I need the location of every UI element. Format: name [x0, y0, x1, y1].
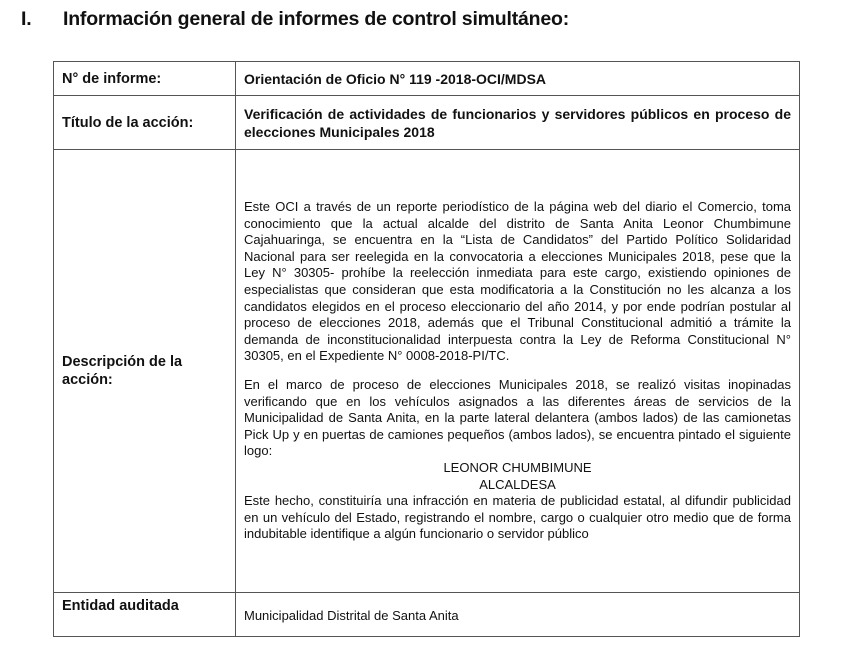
report-number-value: Orientación de Oficio N° 119 -2018-OCI/MDSA [236, 62, 800, 96]
description-paragraph-3: Este hecho, constituiría una infracción en materia de publicidad estatal, al difundir publicidad en un vehículo del Estado, registrando el nombre, cargo o cualquier otro medio que de forma indubitable identifique a algún funcionario o servidor público [244, 493, 791, 542]
audited-entity-value: Municipalidad Distrital de Santa Anita [236, 593, 800, 637]
report-info-table [53, 61, 800, 637]
action-title-value: Verificación de actividades de funcionarios y servidores públicos en proceso de elecciones Municipales 2018 [236, 96, 800, 150]
description-paragraph-2: En el marco de proceso de elecciones Municipales 2018, se realizó visitas inopinadas verificando que en los vehículos asignados a las diferentes áreas de servicios de la Municipalidad de Santa Anita, en la parte lateral delantera (ambos lados) de las camionetas Pick Up y en puertas de camiones pequeños (ambos lados), se encuentra pintado el siguiente logo: [244, 377, 791, 459]
table-row-report-number [54, 62, 800, 96]
description-paragraph-1: Este OCI a través de un reporte periodístico de la página web del diario el Comercio, toma conocimiento que la actual alcalde del distrito de Santa Anita Leonor Chumbimune Cajahuaringa, se encuentra en la “Lista de Candidatos” del Partido Político Solidaridad Nacional para ser reelegida en la convocatoria a elecciones Municipales 2018, pese que la Ley N° 30305- prohíbe la reelección inmediata para este cargo, existiendo opiniones de especialistas que consideran que esta modificatoria a la Constitución no les alcanza a los candidatos elegidos en el proceso eleccionario del año 2014, y por ende podrían postular al proceso de elecciones 2018, además que el Tribunal Constitucional admitió a trámite la demanda de inconstitucionalidad interpuesta contra la Ley de Reforma Constitucional N° 30305, en el Expediente N° 0008-2018-PI/TC. [244, 199, 791, 364]
table-row-description [54, 150, 800, 593]
section-heading [21, 8, 569, 31]
action-title-label: Título de la acción: [54, 96, 236, 150]
logo-text-line-1: LEONOR CHUMBIMUNE [443, 459, 592, 475]
report-number-label: N° de informe: [54, 62, 236, 96]
description-value [236, 150, 800, 593]
table-row-audited-entity [54, 593, 800, 637]
section-number: I. [21, 8, 32, 30]
logo-text-line-2: ALCALDESA [479, 476, 556, 492]
description-label: Descripción de la acción: [54, 150, 236, 593]
table-row-action-title [54, 96, 800, 150]
section-title: Información general de informes de control simultáneo: [63, 8, 570, 30]
audited-entity-label: Entidad auditada [54, 593, 236, 637]
